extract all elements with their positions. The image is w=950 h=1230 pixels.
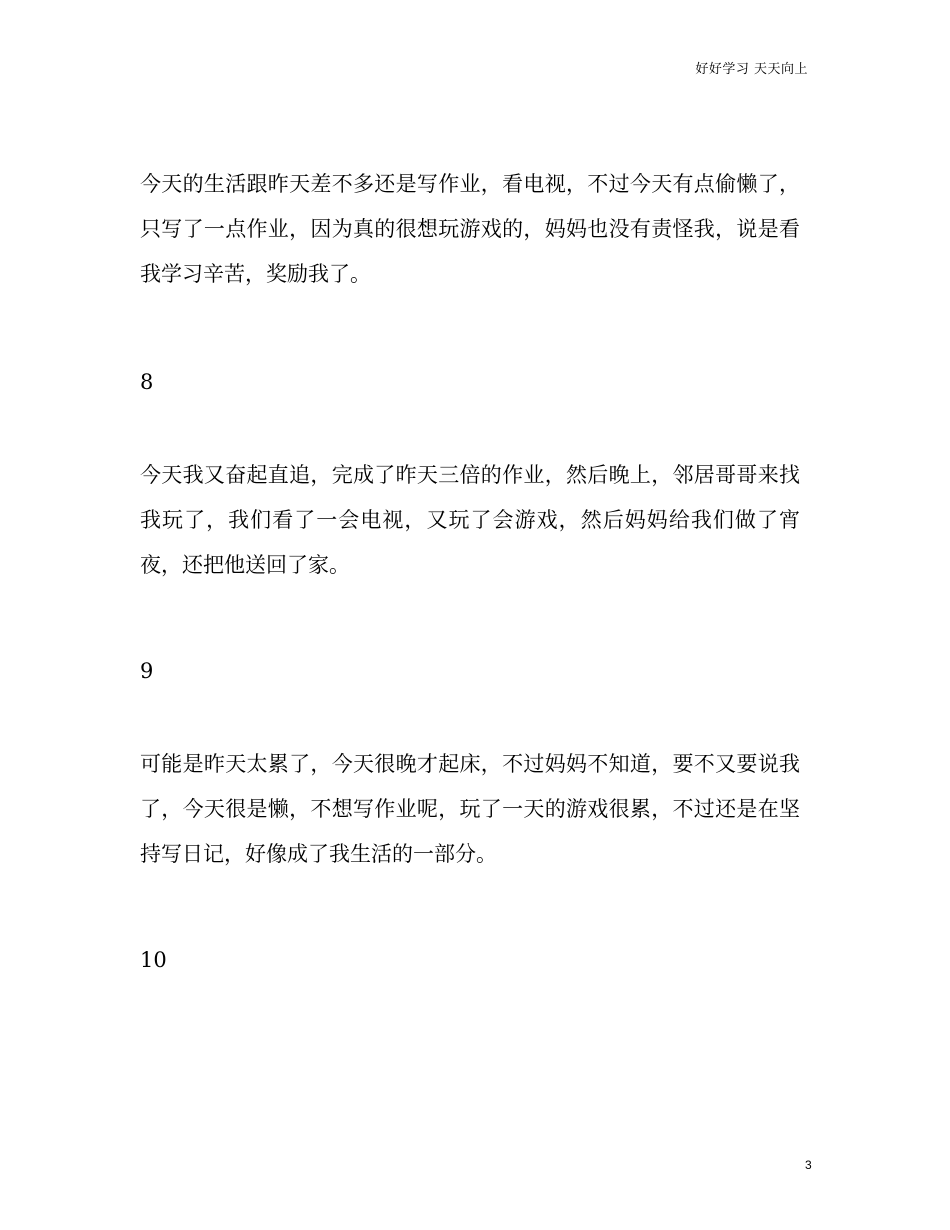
page-number: 3 xyxy=(805,1158,812,1172)
diary-entry-paragraph: 可能是昨天太累了，今天很晚才起床，不过妈妈不知道，要不又要说我了，今天很是懒，不想写作业呢，玩了一天的游戏很累，不过还是在坚持写日记，好像成了我生活的一部分。 xyxy=(140,752,800,866)
page-header: 好好学习 天天向上 xyxy=(695,62,808,77)
entry-number: 9 xyxy=(140,659,154,683)
diary-entry-paragraph: 今天我又奋起直追，完成了昨天三倍的作业，然后晚上，邻居哥哥来找我玩了，我们看了一会电视，又玩了会游戏，然后妈妈给我们做了宵夜，还把他送回了家。 xyxy=(140,463,800,577)
entry-number: 10 xyxy=(140,948,167,972)
entry-number: 8 xyxy=(140,370,154,394)
diary-entry-paragraph: 今天的生活跟昨天差不多还是写作业，看电视，不过今天有点偷懒了，只写了一点作业，因为真的很想玩游戏的，妈妈也没有责怪我，说是看我学习辛苦，奖励我了。 xyxy=(140,172,800,286)
